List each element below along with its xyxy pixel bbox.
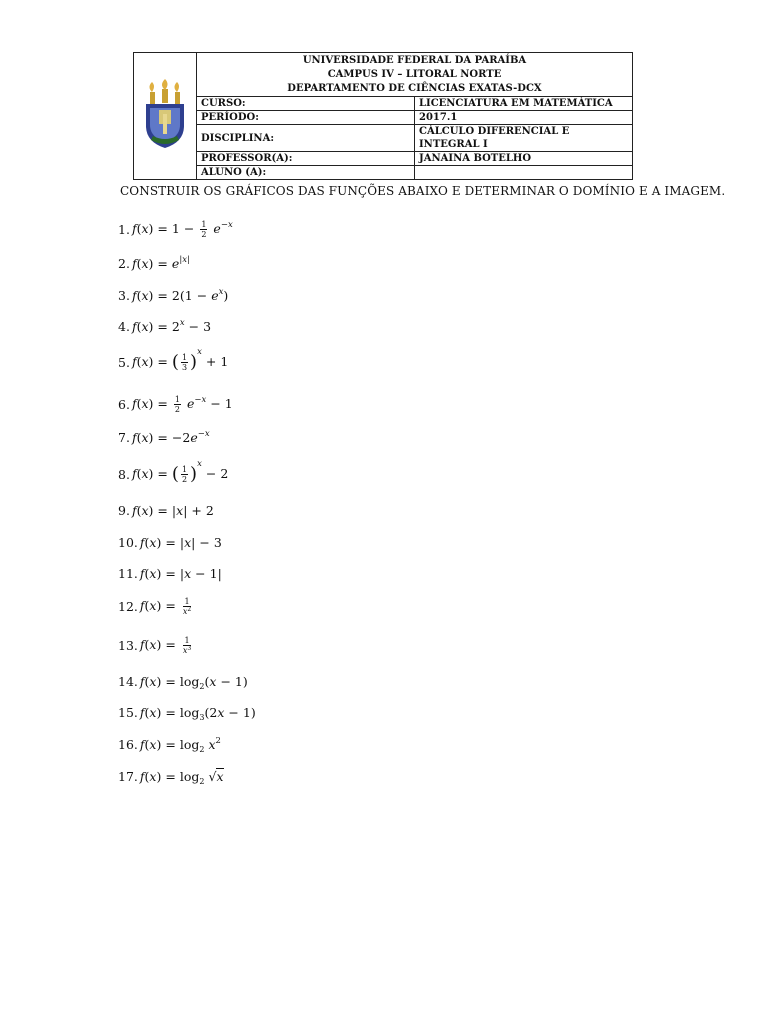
exercise-14: 14. $f(x) = \log_2(x - 1)$ xyxy=(118,674,248,691)
formula-5: f(x) = ( $\frac{1}{3}$ )$^x$+ 1 xyxy=(131,347,229,373)
exercise-8: 8. f(x) = ( $\frac{1}{2}$ )$^x$− 2 xyxy=(118,459,229,485)
campus-name: CAMPUS IV – LITORAL NORTE xyxy=(327,68,502,80)
formula-17: $f(x) = \log_2 √x$ xyxy=(139,769,224,786)
exercise-17: 17. $f(x) = \log_2 √x$ xyxy=(118,769,224,786)
header-table xyxy=(133,52,633,180)
exercise-3: 3. $f(x) = 2(1 - e^x)$ xyxy=(118,287,229,303)
exercise-6: 6. f(x) = $\frac{1}{2}$ $e^{-x} - 1$ xyxy=(118,395,233,414)
period-label: PERÍODO: xyxy=(197,111,415,125)
exercise-16: 16. $f(x) = \log_2 x^2$ xyxy=(118,736,221,754)
student-value xyxy=(415,166,633,180)
formula-8: f(x) = ( $\frac{1}{2}$ )$^x$− 2 xyxy=(131,459,229,485)
exercise-13: 13. f(x) = $\frac{1}{x^3}$ xyxy=(118,636,194,655)
formula-13: f(x) = $\frac{1}{x^3}$ xyxy=(139,636,192,655)
student-label: ALUNO (A): xyxy=(197,166,415,180)
exercise-2: 2. $f(x) = e^{|x|}$ xyxy=(118,255,190,271)
formula-9: f(x) = |x| + 2 xyxy=(131,503,214,518)
exercise-11: 11. f(x) = |x − 1| xyxy=(118,566,222,581)
formula-6: f(x) = $\frac{1}{2}$ $e^{-x} - 1$ xyxy=(131,395,233,414)
discipline-label: DISCIPLINA: xyxy=(197,125,415,152)
professor-value: JANAINA BOTELHO xyxy=(415,152,633,166)
formula-12: f(x) = $\frac{1}{x^2}$ xyxy=(139,597,192,616)
exercise-4: 4. $f(x) = 2^x - 3$ xyxy=(118,318,212,334)
formula-3: $f(x) = 2(1 - e^x)$ xyxy=(131,287,229,303)
formula-16: $f(x) = \log_2 x^2$ xyxy=(139,736,221,754)
formula-4: $f(x) = 2^x - 3$ xyxy=(131,318,212,334)
course-label: CURSO: xyxy=(197,97,415,111)
exercise-9: 9. f(x) = |x| + 2 xyxy=(118,503,214,518)
university-name: UNIVERSIDADE FEDERAL DA PARAÍBA xyxy=(302,54,527,66)
formula-10: f(x) = |x| − 3 xyxy=(139,535,222,550)
period-value: 2017.1 xyxy=(415,111,633,125)
university-seal-icon xyxy=(141,78,189,150)
formula-14: $f(x) = \log_2(x - 1)$ xyxy=(139,674,248,691)
formula-15: $f(x) = \log_3(2x - 1)$ xyxy=(139,705,256,722)
course-value: LICENCIATURA EM MATEMÁTICA xyxy=(415,97,633,111)
logo-cell xyxy=(134,53,197,180)
university-block xyxy=(197,53,633,97)
exercise-1: 1. f(x) = 1 − $\frac{1}{2}$ $e^{-x}$ xyxy=(118,220,233,239)
exercise-7: 7. $f(x) = -2e^{-x}$ xyxy=(118,429,210,445)
exercise-10: 10. f(x) = |x| − 3 xyxy=(118,535,222,550)
exercise-5: 5. f(x) = ( $\frac{1}{3}$ )$^x$+ 1 xyxy=(118,347,229,373)
formula-11: f(x) = |x − 1| xyxy=(139,566,222,581)
instruction-text: CONSTRUIR OS GRÁFICOS DAS FUNÇÕES ABAIXO E DETERMINAR O DOMÍNIO E A IMAGEM. xyxy=(120,184,726,198)
discipline-value: CÁLCULO DIFERENCIAL E INTEGRAL I xyxy=(415,125,633,152)
professor-label: PROFESSOR(A): xyxy=(197,152,415,166)
department-name: DEPARTAMENTO DE CIÊNCIAS EXATAS-DCX xyxy=(287,82,542,94)
formula-7: $f(x) = -2e^{-x}$ xyxy=(131,429,210,445)
exercise-12: 12. f(x) = $\frac{1}{x^2}$ xyxy=(118,597,194,616)
exercise-15: 15. $f(x) = \log_3(2x - 1)$ xyxy=(118,705,256,722)
formula-2: $f(x) = e^{|x|}$ xyxy=(131,255,190,271)
formula-1: f(x) = 1 − $\frac{1}{2}$ $e^{-x}$ xyxy=(131,220,233,239)
